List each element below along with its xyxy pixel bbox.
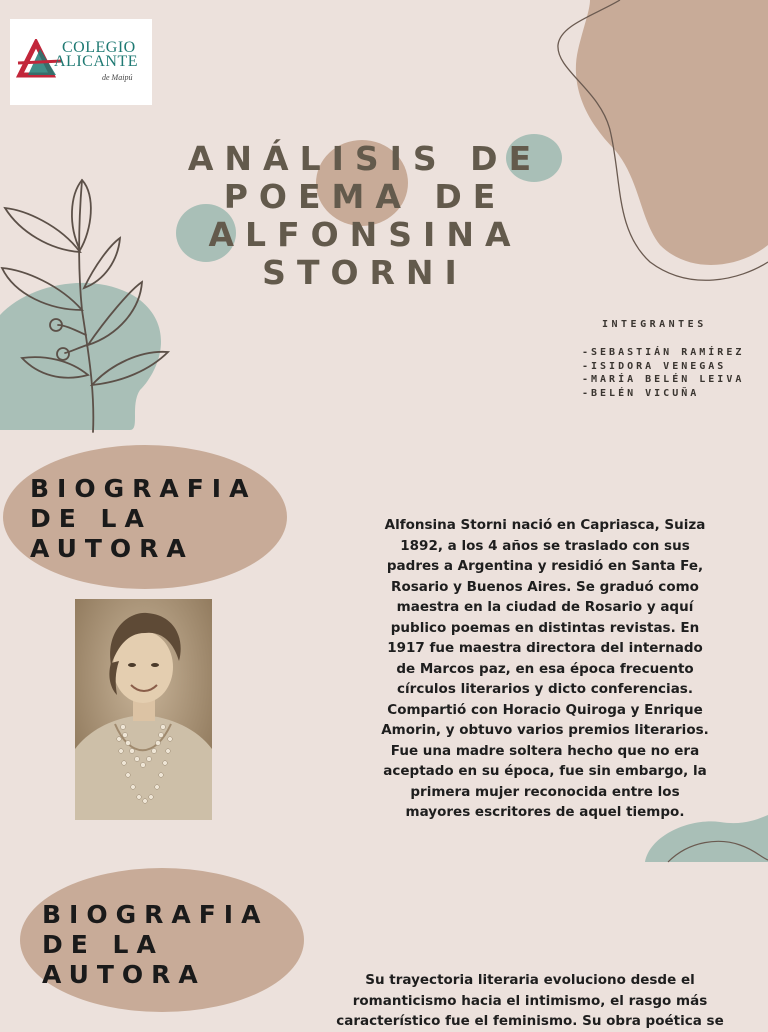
paragraph-line: Rosario y Buenos Aires. Se graduó como (391, 578, 699, 595)
paragraph-line: maestra en la ciudad de Rosario y aquí (396, 599, 694, 615)
title-line: ANÁLISIS DE (187, 139, 543, 178)
logo-text-colegio: COLEGIO (62, 39, 136, 56)
section2-heading (42, 900, 268, 990)
title-line: STORNI (262, 253, 468, 292)
paragraph-line: mayores escritores de aquel tiempo. (405, 804, 685, 820)
paragraph-line: padres a Argentina y residió en Santa Fe, (386, 558, 704, 574)
paragraph-line: Su trayectoria literaria evoluciono desde el (365, 972, 695, 988)
logo-text-alicante: ALICANTE (54, 53, 138, 70)
members-list (582, 346, 744, 400)
member-name: -MARÍA BELÉN LEIVA (582, 374, 745, 385)
section2-heading-line: DE LA (42, 930, 164, 959)
members-label: INTEGRANTES (602, 319, 707, 330)
paragraph-line: Fue una madre soltera hecho que no era (390, 742, 700, 759)
section1-heading (30, 474, 256, 564)
paragraph-line: 1892, a los 4 años se traslado con sus (400, 537, 690, 554)
paragraph-line: Alfonsina Storni nació en Capriasca, Suiza (384, 517, 706, 533)
school-logo (10, 19, 152, 105)
logo-text-maipu: de Maipú (102, 73, 133, 82)
tan-blob-top-right (576, 0, 768, 265)
member-name: -SEBASTIÁN RAMÍREZ (582, 347, 745, 358)
paragraph-line: característico fue el feminismo. Su obra poética se (336, 1013, 724, 1029)
paragraph-line: círculos literarios y dicto conferencias. (397, 681, 693, 697)
paragraph-line: romanticismo hacia el intimismo, el rasgo más (352, 992, 708, 1009)
paragraph-line: Amorin, y obtuvo varios premios literarios. (381, 722, 709, 738)
biography-paragraph (370, 515, 720, 823)
paragraph-line: de Marcos paz, en esa época frecuento (396, 660, 694, 677)
title-line: ALFONSINA (208, 215, 522, 254)
paragraph-line: primera mujer reconocida entre los (410, 783, 680, 800)
paragraph-line: aceptado en su época, fue sin embargo, la (383, 763, 707, 779)
paragraph-line: publico poemas en distintas revistas. En (390, 619, 700, 636)
member-name: -BELÉN VICUÑA (582, 387, 700, 399)
page-title (160, 140, 570, 292)
section1-heading-line: DE LA (30, 504, 152, 533)
portrait-photo-icon (75, 599, 212, 820)
leafy-branch-icon (0, 170, 175, 435)
section2-heading-line: AUTORA (42, 960, 206, 989)
paragraph-line: Compartió con Horacio Quiroga y Enrique (387, 701, 703, 718)
section2-heading-line: BIOGRAFIA (42, 900, 269, 929)
title-line: POEMA DE (223, 177, 507, 216)
section1-heading-line: AUTORA (30, 534, 194, 563)
member-name: -ISIDORA VENEGAS (582, 360, 727, 372)
paragraph-line: 1917 fue maestra directora del internado (387, 640, 703, 656)
trajectory-paragraph (330, 970, 730, 1032)
section1-heading-line: BIOGRAFIA (30, 474, 257, 503)
